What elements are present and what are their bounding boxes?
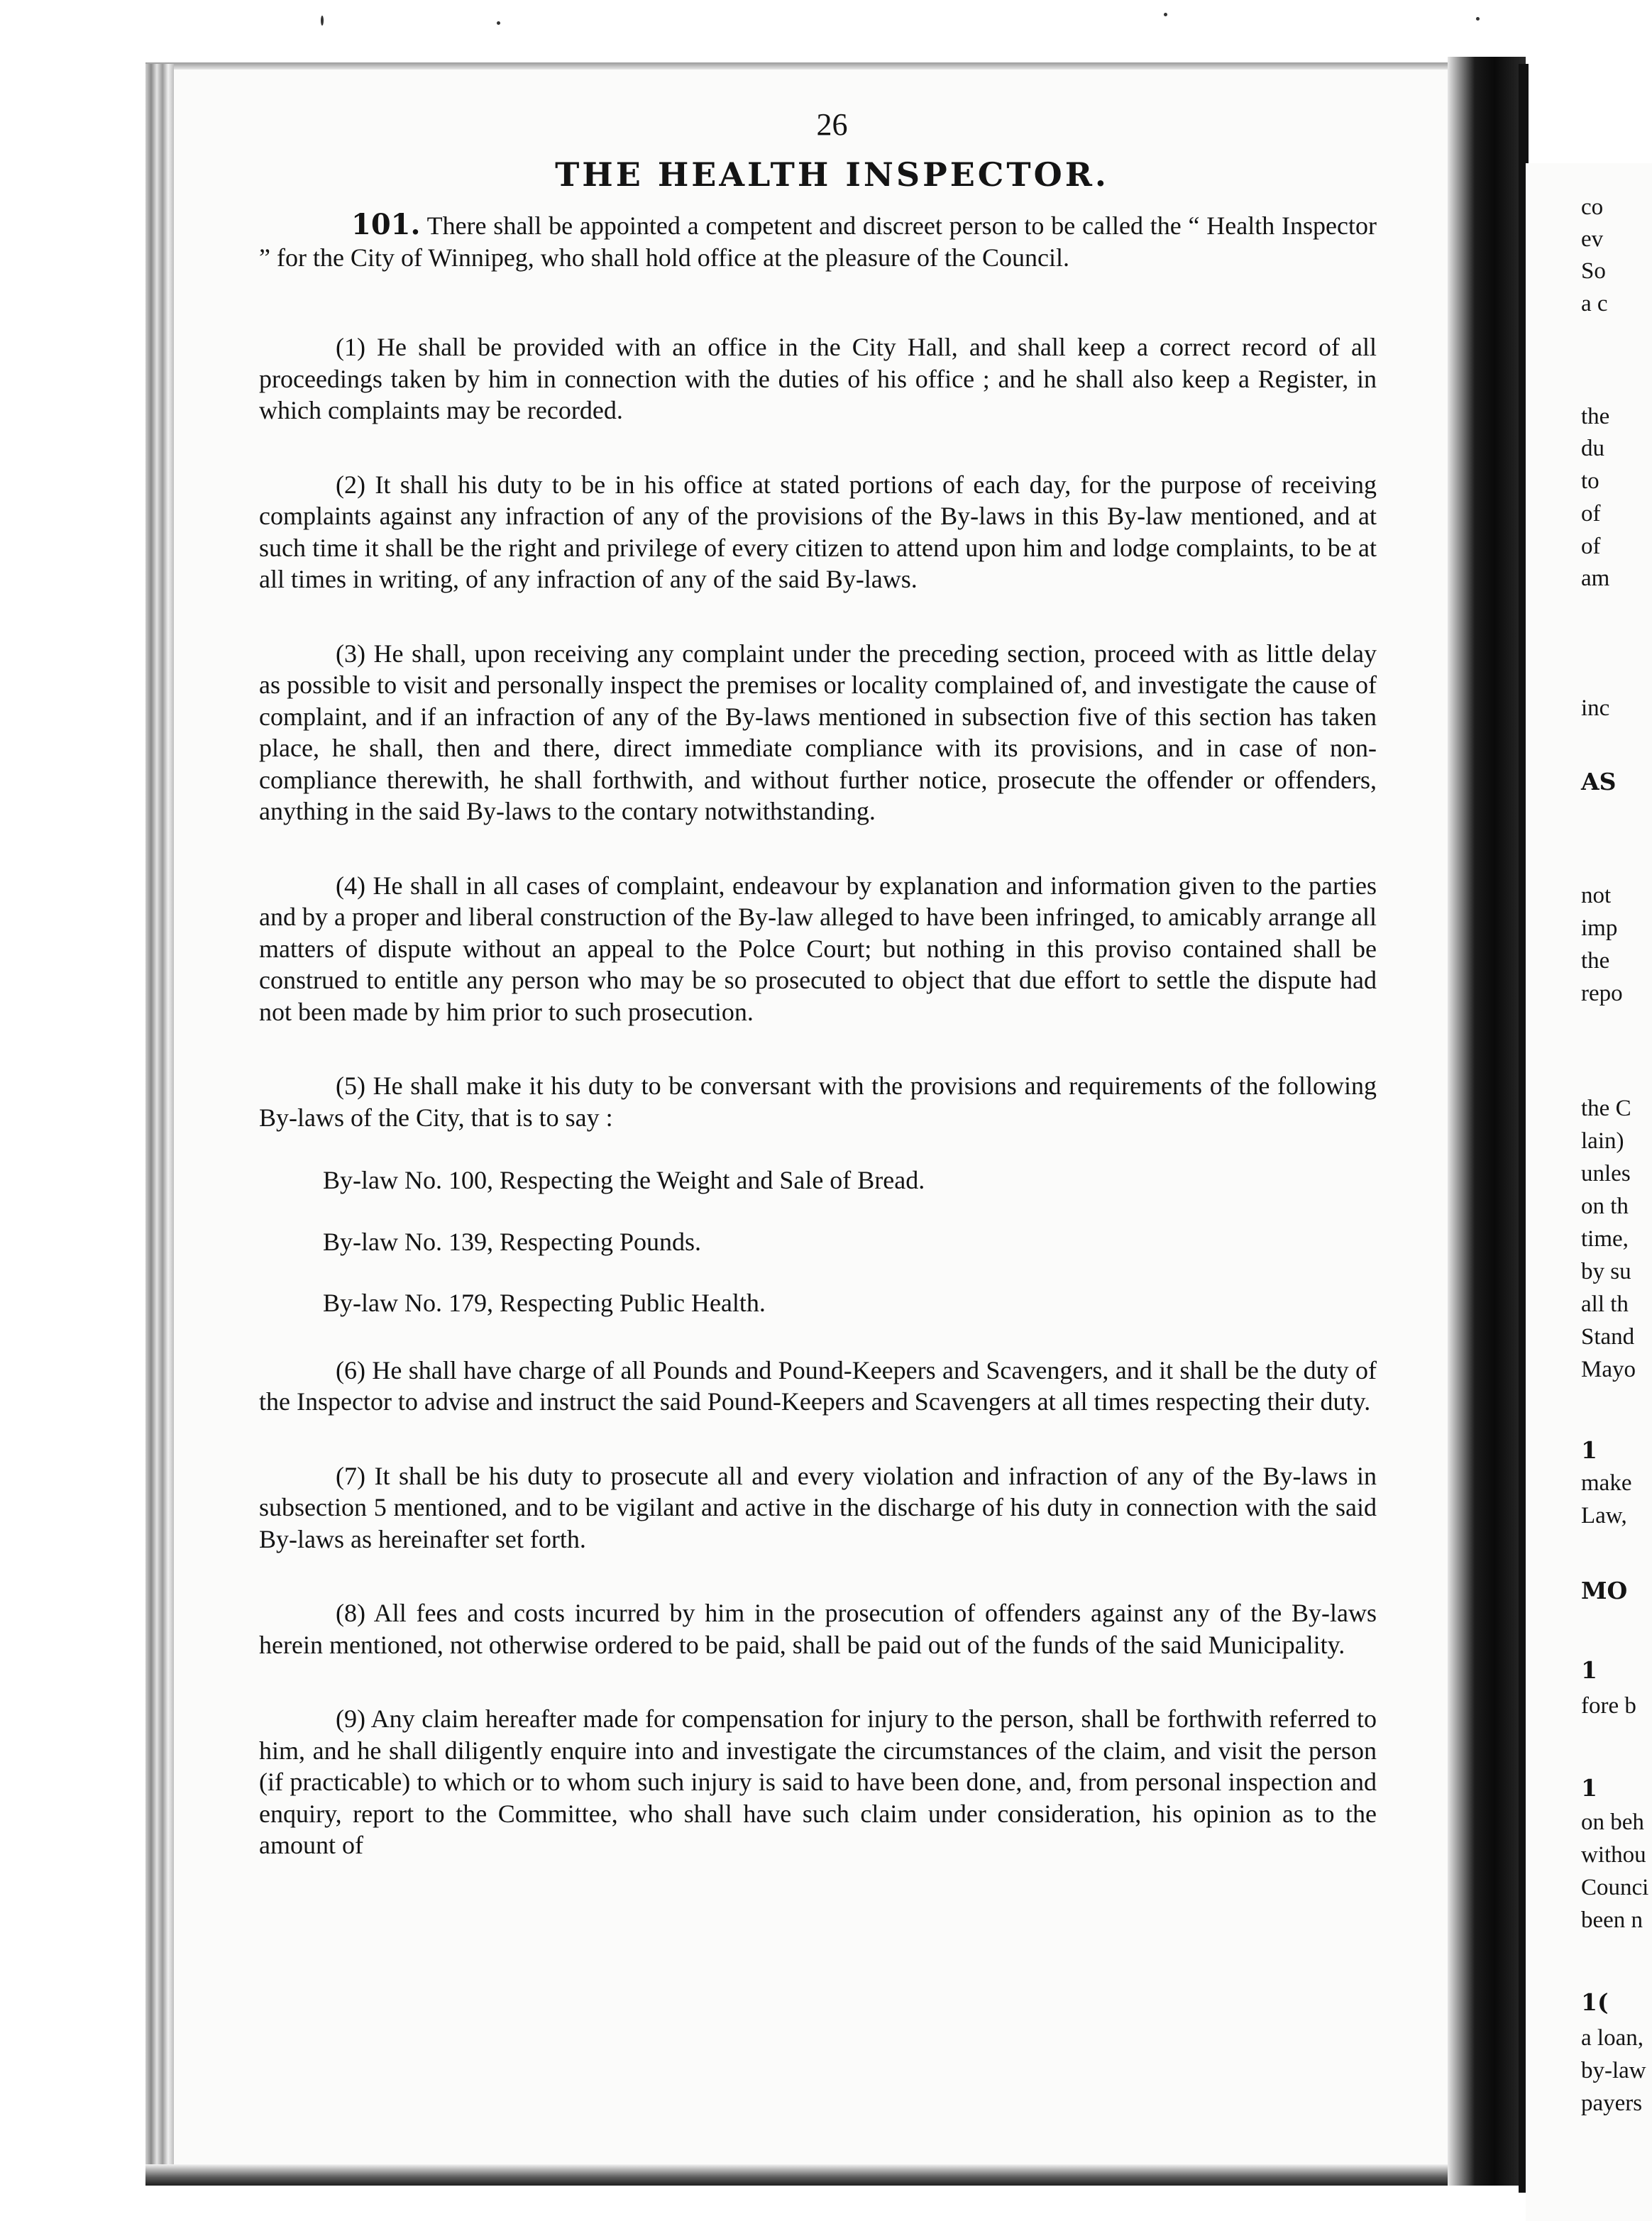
adjacent-page-text: ev [1581, 226, 1604, 252]
adjacent-page-text: 1( [1581, 1988, 1609, 2016]
adjacent-page-text: am [1581, 566, 1610, 591]
subsection-9: (9) Any claim hereafter made for compensation for injury to the person, shall be forthwith referred to him, and he shall diligently enquire into and investigate the circumstances of the claim, and visit the person (if practicable) to which or to whom such injury is said to have been done, and, from personal inspection and enquiry, report to the Committee, who shall have such claim under consideration, his opinion as to the amount of [259, 1704, 1377, 1859]
adjacent-page-text: So [1581, 258, 1606, 284]
subsection-1: (1) He shall be provided with an office in the City Hall, and shall keep a correct record of all proceedings taken by him in connection with the duties of his office ; and he shall also keep a Register, in which complaints may be recorded. [259, 333, 1377, 424]
adjacent-page-text: on th [1581, 1194, 1629, 1219]
adjacent-page-text: on beh [1581, 1809, 1644, 1835]
page-number: 26 [816, 107, 848, 142]
page-top-edge [145, 62, 1458, 70]
page-content [259, 106, 1377, 1861]
scan-specks [0, 0, 1652, 64]
bylaw-list-item: By-law No. 139, Respecting Pounds. [323, 1227, 701, 1256]
page-bottom-edge [145, 2164, 1458, 2186]
subsection-7: (7) It shall be his duty to prosecute all and every violation and infraction of any of the By-laws in subsection 5 mentioned, and to be vigilant and active in the discharge of his duty in connection with the said By-laws as hereinafter set forth. [259, 1461, 1377, 1553]
adjacent-page-text: lain) [1581, 1128, 1624, 1154]
section-101-paragraph [259, 209, 1377, 273]
adjacent-page-text: the C [1581, 1096, 1631, 1121]
adjacent-page-text: Law, [1581, 1503, 1627, 1528]
adjacent-page-text: MO [1581, 1577, 1628, 1604]
adjacent-page-text: of [1581, 501, 1601, 527]
page-binding-edge [145, 64, 174, 2186]
adjacent-page-text: payers [1581, 2090, 1643, 2116]
subsection-4: (4) He shall in all cases of complaint, endeavour by explanation and information given to the parties and by a proper and liberal construction of the By-law alleged to have been infringed, to amicably arrange all matters of dispute without an appeal to the Polce Court; but nothing in this proviso contained shall be construed to entitle any person who may be so prosecuted to object that due effort to settle the dispute had not been made by him prior to such prosecution. [259, 871, 1377, 1026]
adjacent-page-text: not [1581, 883, 1612, 908]
adjacent-page-text: repo [1581, 981, 1623, 1006]
adjacent-page-text: a c [1581, 291, 1608, 316]
adjacent-page-text: 1 [1581, 1774, 1597, 1802]
section-number: 101. [351, 208, 421, 241]
adjacent-page-text: unles [1581, 1161, 1631, 1186]
adjacent-page-text: been n [1581, 1907, 1643, 1933]
adjacent-page-text: Counci [1581, 1875, 1649, 1900]
adjacent-page-text: co [1581, 194, 1604, 220]
adjacent-page-text: time, [1581, 1226, 1629, 1252]
adjacent-page-text: fore b [1581, 1693, 1636, 1719]
adjacent-page-text: of [1581, 534, 1601, 559]
bylaw-list-item: By-law No. 179, Respecting Public Health. [323, 1289, 766, 1317]
adjacent-page-text: by su [1581, 1259, 1631, 1284]
adjacent-page-text: 1 [1581, 1656, 1597, 1684]
adjacent-page-text: Mayo [1581, 1357, 1636, 1382]
bylaw-list-item: By-law No. 100, Respecting the Weight and Sale of Bread. [323, 1166, 925, 1194]
adjacent-page-text: by-law [1581, 2058, 1646, 2083]
subsection-3: (3) He shall, upon receiving any complaint under the preceding section, proceed with as little delay as possible to visit and personally inspect the premises or locality complained of, and investigate the cause of complaint, and if an infraction of any of the By-laws mentioned in subsection five of this section has taken place, he shall, then and there, direct immediate compliance with its provisions, and in case of non-compliance therewith, he shall forthwith, and without further notice, prosecute the offender or offenders, anything in the said By-laws to the contary notwithstanding. [259, 639, 1377, 825]
adjacent-page-text: a loan, [1581, 2025, 1643, 2051]
adjacent-page-text: inc [1581, 695, 1610, 721]
adjacent-page-text: imp [1581, 915, 1618, 941]
adjacent-page-text: all th [1581, 1291, 1629, 1317]
subsection-2: (2) It shall his duty to be in his office at stated portions of each day, for the purpose of receiving complaints against any infraction of any of the provisions of the By-laws in this By-law mentioned, and at such time it shall be the right and privilege of every citizen to attend upon him and lodge complaints, to be at all times in writing, of any infraction of any of the said By-laws. [259, 470, 1377, 593]
book-gutter [1448, 57, 1526, 2186]
adjacent-page-fragment [1526, 163, 1652, 2221]
subsection-5: (5) He shall make it his duty to be conversant with the provisions and requirements of the following By-laws of the City, that is to say : [259, 1072, 1377, 1132]
subsection-8: (8) All fees and costs incurred by him in the prosecution of offenders against any of the By-laws herein mentioned, not otherwise ordered to be paid, shall be paid out of the funds of the said Municipality. [259, 1599, 1377, 1659]
adjacent-page-text: to [1581, 468, 1599, 494]
adjacent-page-text: AS [1581, 768, 1617, 795]
adjacent-page-text: the [1581, 404, 1610, 429]
adjacent-page-text: the [1581, 948, 1610, 974]
section-title: THE HEALTH INSPECTOR. [555, 155, 1109, 194]
adjacent-page-text: du [1581, 436, 1604, 461]
adjacent-page-text: 1 [1581, 1436, 1597, 1464]
section-101-text: There shall be appointed a competent and discreet person to be called the “ Health Inspector ” for the City of Winnipeg, who shall hold office at the pleasure of the Council. [259, 211, 1377, 272]
subsection-6: (6) He shall have charge of all Pounds and Pound-Keepers and Scavengers, and it shall be the duty of the Inspector to advise and instruct the said Pound-Keepers and Scavengers at all times respecting their duty. [259, 1355, 1377, 1416]
adjacent-page-text: withou [1581, 1842, 1646, 1868]
adjacent-page-text: make [1581, 1470, 1632, 1496]
adjacent-page-text: Stand [1581, 1324, 1635, 1350]
